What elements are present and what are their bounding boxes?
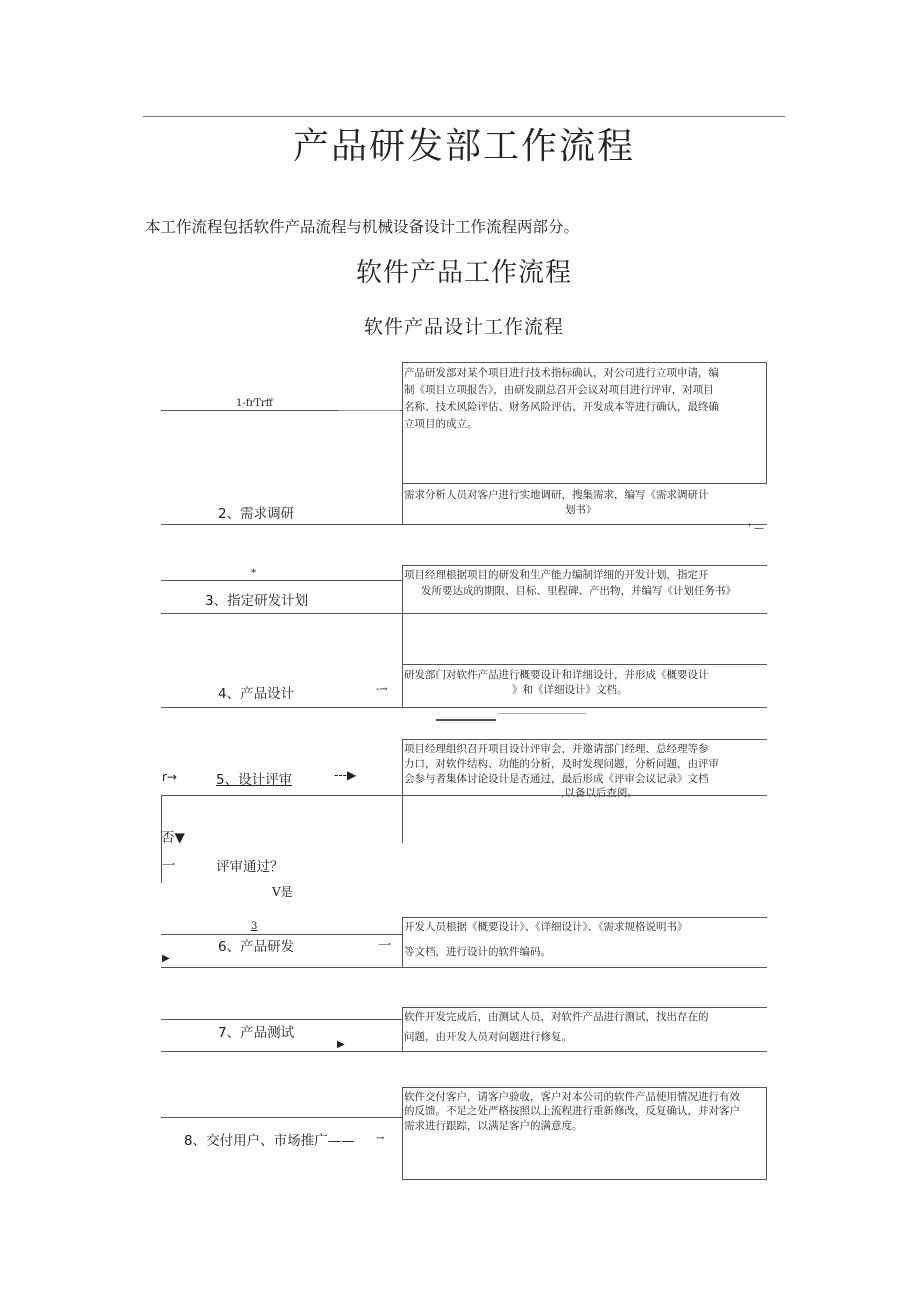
step5-arrow: ---▶ — [334, 768, 357, 782]
page-title: 产品研发部工作流程 — [292, 126, 635, 167]
desc6-left-divider — [402, 917, 403, 967]
desc5-line-2: 力口，对软件结构、功能的分析，及时发现问题，分析问题，由评审 — [404, 758, 719, 770]
step7-top-line — [161, 1019, 403, 1020]
desc8-line-1: 软件交付客户，请客户验收，客户对本公司的软件产品使用情况进行有效 — [404, 1091, 740, 1103]
desc6-top-line — [402, 917, 767, 918]
step2-label: 2、需求调研 — [218, 506, 295, 522]
desc8-line-3: 需求进行跟踪，以满足客户的满意度。 — [404, 1120, 583, 1132]
step6-dash: 一 — [378, 938, 392, 954]
desc4-line-2: 》和《详细设计》文档。 — [512, 684, 628, 696]
step4-arrow: -→ — [376, 684, 388, 695]
step4-label: 4、产品设计 — [218, 686, 295, 702]
desc5-line-1: 项目经理组织召开项目设计评审会，并邀请部门经理、总经理等参 — [404, 743, 709, 755]
step6-marker: 3 — [251, 921, 258, 932]
step8-label: 8、交付用户、市场推广—— — [184, 1133, 355, 1149]
step3-bottom-line — [161, 613, 767, 614]
desc7-line-2: 问题，由开发人员对问题进行修复。 — [404, 1031, 572, 1043]
stray-mark: ' — — [748, 523, 764, 534]
subsection-title: 软件产品设计工作流程 — [363, 316, 564, 338]
desc1-line-4: 立项目的成立。 — [404, 418, 478, 430]
desc2-line-2: 划书》 — [565, 504, 597, 516]
desc1-line-1: 产品研发部对某个项目进行技术指标确认，对公司进行立项申请，编 — [404, 367, 719, 379]
step3-top-line — [161, 580, 403, 581]
desc7-line-1: 软件开发完成后，由测试人员，对软件产品进行测试，找出存在的 — [404, 1011, 709, 1023]
step2-line — [161, 524, 767, 525]
step3-marker: * — [251, 568, 256, 579]
step5-bottom-line — [161, 795, 767, 796]
section-title: 软件产品工作流程 — [355, 258, 572, 288]
desc5-top-line — [402, 739, 767, 740]
desc8-line-2: 的反馈。不足之处严格按照以上流程进行重新修改，反复确认，并对客户 — [404, 1105, 740, 1117]
step4-short-line — [436, 719, 496, 721]
step4-faint-line — [498, 713, 586, 714]
decision-yes: V是 — [272, 885, 293, 899]
decision-dash: 一 — [162, 858, 176, 874]
desc3-line-2: 发所要达成的期限、目标、里程碑、产出物，并编写《计划任务书》 — [421, 585, 736, 597]
step5-prefix: r→ — [162, 770, 177, 784]
desc3-left-divider — [402, 565, 403, 613]
step6-label: 6、产品研发 — [218, 939, 295, 955]
step1-label: 1-frTrff — [236, 398, 273, 409]
step2-left-divider — [402, 484, 403, 524]
step8-arrow: → — [376, 1133, 385, 1144]
step1-right-line — [338, 410, 400, 411]
step4-gap-divider — [402, 613, 403, 707]
desc7-top-line — [402, 1007, 767, 1008]
step6-bottom-line — [161, 967, 767, 968]
step5-label: 5、设计评审 — [216, 772, 293, 788]
desc2-line-1: 需求分析人员对客户进行实地调研，搜集需求，编写《需求调研计 — [404, 489, 709, 501]
decision-no: 否▼ — [161, 830, 185, 846]
header-rule — [143, 116, 785, 117]
step3-label: 3、指定研发计划 — [205, 593, 309, 609]
desc4-top-line — [402, 664, 767, 665]
step4-bottom-line — [161, 707, 767, 708]
decision-label: 评审通过？ — [216, 859, 284, 875]
desc3-line-1: 项目经理根据项目的研发和生产能力编制详细的开发计划，指定开 — [404, 569, 709, 581]
step6-arrow: ▶ — [162, 953, 170, 964]
step7-bottom-line — [161, 1051, 767, 1052]
desc7-left-divider — [402, 1007, 403, 1051]
desc4-line-1: 研发部门对软件产品进行概要设计和详细设计，并形成《概要设计 — [404, 669, 709, 681]
desc5-left-divider — [402, 739, 403, 843]
step7-label: 7、产品测试 — [218, 1025, 295, 1041]
desc1-line-2: 制《项目立项报告》，由研发副总召开会议对项目进行评审，对项目 — [404, 384, 714, 396]
desc3-top-line — [402, 565, 767, 566]
step8-top-line — [161, 1117, 403, 1118]
desc1-line-3: 名称、技术风险评估、财务风险评估、开发成本等进行确认，最终确 — [404, 401, 719, 413]
desc5-line-4: ,以备以后查阅。 — [561, 787, 638, 799]
intro-text: 本工作流程包括软件产品流程与机械设备设计工作流程两部分。 — [145, 218, 580, 236]
step7-arrow: ▶ — [337, 1039, 345, 1050]
desc6-line-2: 等文档，进行设计的软件编码。 — [404, 946, 551, 958]
desc5-line-3: 会参与者集体讨论设计是否通过，最后形成《评审会议记录》文档 — [404, 773, 709, 785]
desc6-line-1: 开发人员根据《概要设计》、《详细设计》、《需求规格说明书》 — [404, 921, 688, 933]
